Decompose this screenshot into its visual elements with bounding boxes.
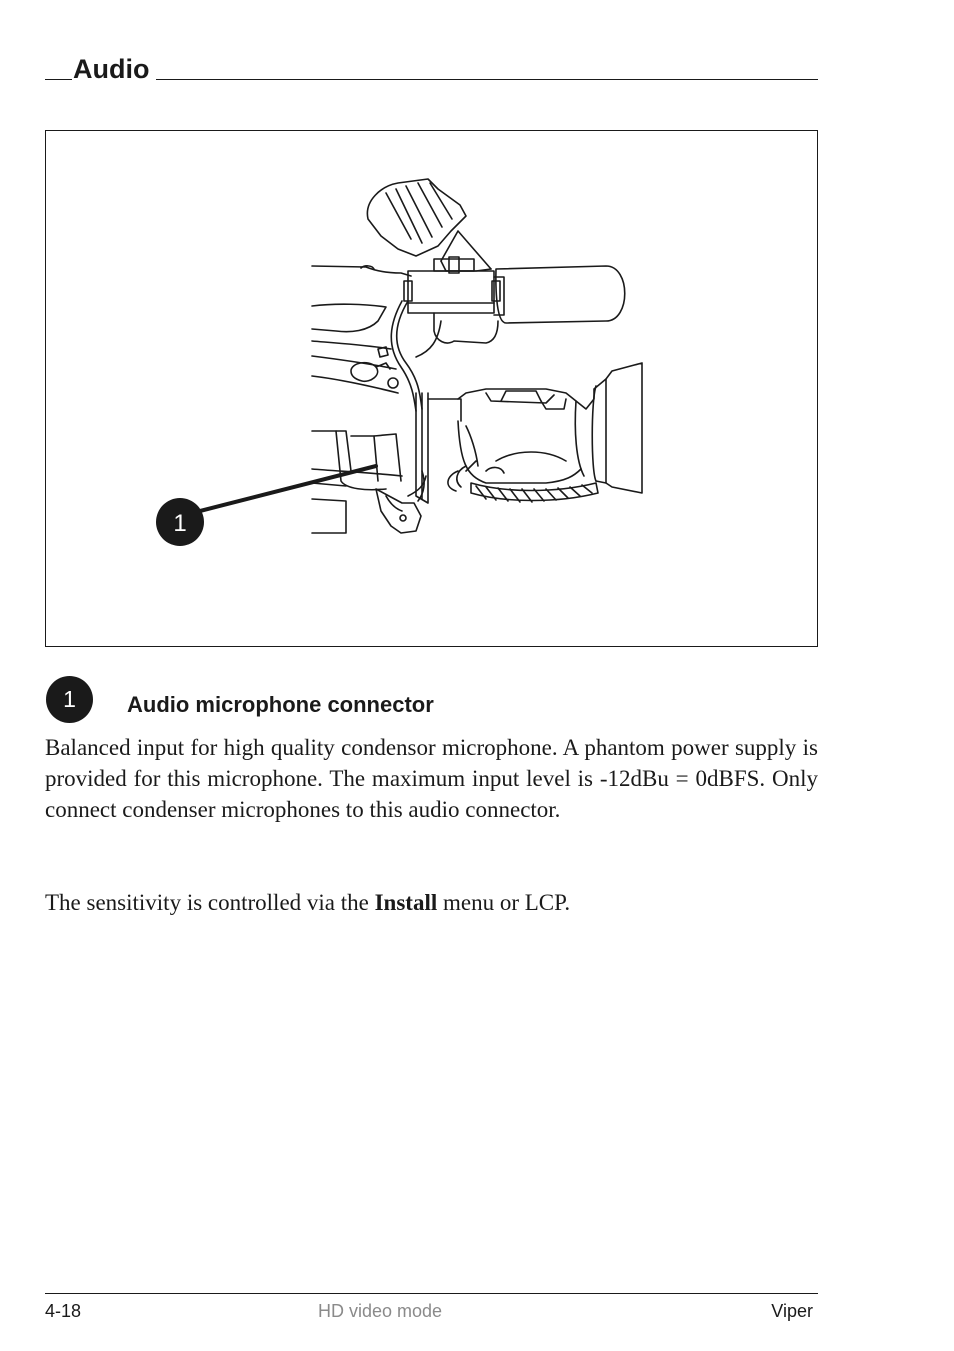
install-menu-term: Install [374, 890, 438, 915]
header-rule [156, 79, 818, 80]
camera-illustration [46, 131, 817, 646]
item-number-badge [46, 676, 93, 723]
page-title: Audio [73, 54, 150, 84]
page-number: 4-18 [45, 1301, 82, 1321]
item-number: 1 [63, 686, 76, 712]
sensitivity-text-before: The sensitivity is controlled via the [45, 890, 375, 915]
description-paragraph: Balanced input for high quality condensor microphone. A phantom power supply is provided for this microphone. The maximum input level is -12dBu = 0dBFS. Only connect condenser microphones to this audio connector. [45, 735, 818, 822]
footer-rule [45, 1293, 818, 1294]
page-header [45, 54, 818, 84]
sensitivity-text-after: menu or LCP. [437, 890, 571, 915]
callout-number: 1 [173, 510, 187, 537]
sensitivity-paragraph [45, 887, 818, 918]
camera-illustration-frame [45, 130, 818, 647]
header-lead-rule [45, 79, 72, 80]
item-heading: Audio microphone connector [127, 692, 434, 717]
footer-product-name: Viper [771, 1301, 813, 1321]
footer-section-title: HD video mode [318, 1301, 443, 1321]
